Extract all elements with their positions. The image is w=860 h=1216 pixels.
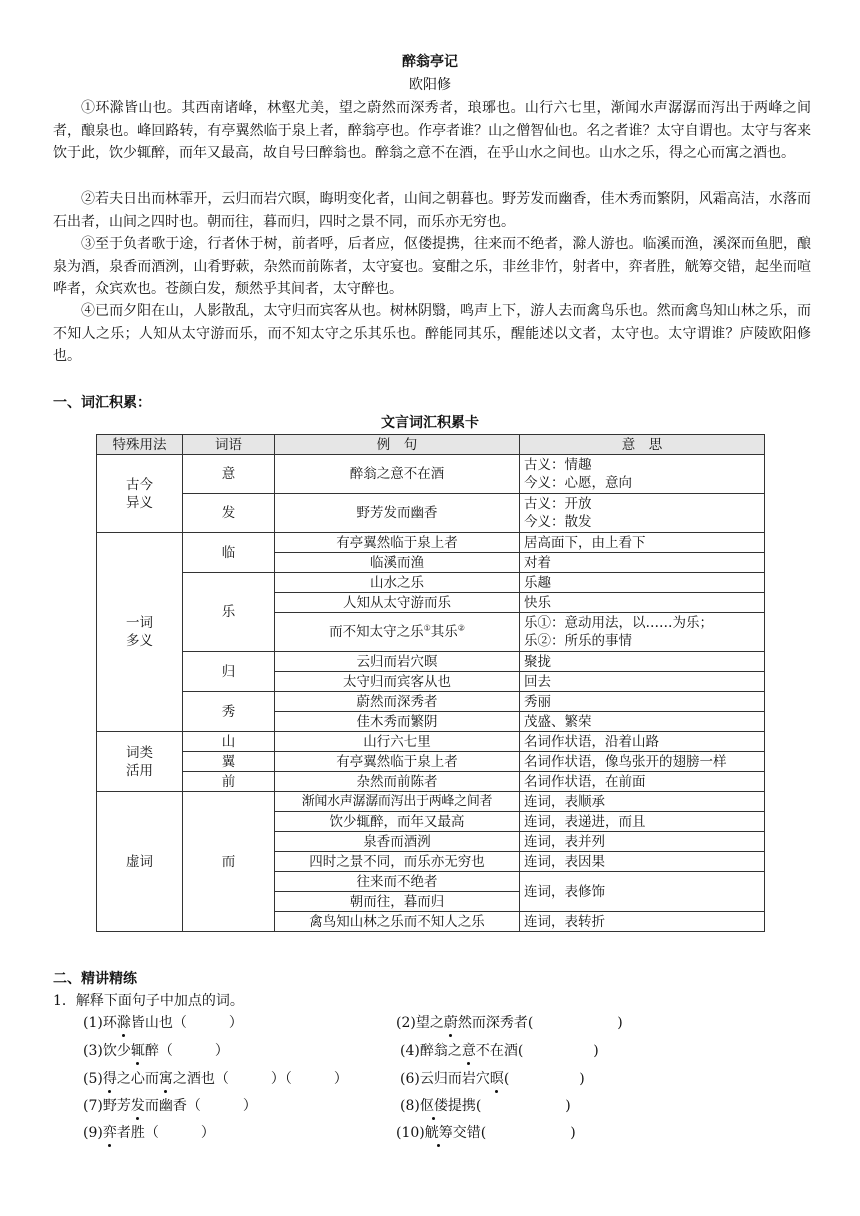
meaning-cell [520,455,765,494]
word-cell: 翼 [183,752,275,772]
table-row [97,573,765,593]
question-item-4 [400,1042,599,1060]
dotted-word: 得 [102,1071,117,1087]
header-example: 例 句 [275,435,520,455]
example-cell: 太守归而宾客从也 [275,672,520,692]
dotted-word: 意 [461,1043,476,1059]
meaning-cell: 聚拢 [520,652,765,672]
question-item-1 [83,1014,243,1032]
word-cell: 意 [183,455,275,494]
example-cell: 人知从太守游而乐 [275,593,520,613]
meaning-cell: 对着 [520,553,765,573]
table-row [97,533,765,553]
word-cell: 归 [183,652,275,692]
dotted-word: 弈 [102,1125,117,1141]
meaning-cell: 名词作状语，像鸟张开的翅膀一样 [520,752,765,772]
example-cell: 山水之乐 [275,573,520,593]
example-part: 而不知太守之乐 [329,624,424,640]
question-text: (4)醉翁之 [400,1043,462,1059]
vocab-card-title: 文言词汇积累卡 [381,415,479,431]
meaning-cell: 名词作状语，沿着山路 [520,732,765,752]
meaning-cell: 茂盛、繁荣 [520,712,765,732]
dotted-word: 暝 [489,1071,504,1087]
question-item-9 [83,1124,215,1142]
question-text: (7)野芳 [83,1098,131,1114]
header-word: 词语 [183,435,275,455]
question-text: 提携( ) [447,1098,571,1114]
superscript-1: ① [423,623,431,633]
question-text: ( ) [503,1071,585,1087]
paragraph-3: ③至于负者歌于途，行者休于树，前者呼，后者应，伛偻提携，往来而不绝者，滁人游也。临溪而渔，溪深而鱼肥，酿泉为酒，泉香而酒洌，山肴野蔌，杂然而前陈者，太守宴也。宴酣之乐，非丝非竹，射者中，弈者胜，觥筹交错，起坐而喧哗者，众宾欢也。苍颜白发，颓然乎其间者，太守醉也。 [53,236,811,297]
word-cell: 临 [183,533,275,573]
example-cell: 往来而不绝者 [275,872,520,892]
question-item-3 [83,1042,229,1060]
meaning-cell: 居高面下，由上看下 [520,533,765,553]
table-row [97,752,765,772]
table-row [97,494,765,533]
table-row [97,652,765,672]
table-row [97,692,765,712]
question-text: 然而深秀者( ) [457,1015,623,1031]
question-text: 而幽香（ ） [144,1098,257,1114]
question-item-10 [396,1124,576,1142]
word-cell: 发 [183,494,275,533]
example-cell: 醉翁之意不在酒 [275,455,520,494]
question-1-instruction: 1．解释下面句子中加点的词。 [53,993,244,1009]
paragraph-4: ④已而夕阳在山，人影散乱，太守归而宾客从也。树林阴翳，鸣声上下，游人去而禽鸟乐也。然而禽鸟知山林之乐，而不知人之乐；人知从太守游而乐，而不知太守之乐其乐也。醉能同其乐，醒能述以文者，太守也。太守谓谁？庐陵欧阳修也。 [53,303,811,364]
question-item-8 [400,1097,571,1115]
page-title: 醉翁亭记 [402,54,458,70]
question-text: 者胜（ ） [116,1125,215,1141]
example-cell [275,613,520,652]
example-cell: 临溪而渔 [275,553,520,573]
meaning-cell: 连词，表顺承 [520,792,765,812]
dotted-word: 发 [130,1098,145,1114]
example-cell: 佳木秀而繁阴 [275,712,520,732]
question-text: (9) [83,1125,103,1141]
example-cell: 山行六七里 [275,732,520,752]
example-cell: 禽鸟知山林之乐而不知人之乐 [275,912,520,932]
meaning-cell: 乐趣 [520,573,765,593]
question-text: (5) [83,1071,103,1087]
category-cell: 一词 多义 [97,533,183,732]
meaning-cell: 回去 [520,672,765,692]
dotted-word: 觥筹 [424,1125,453,1141]
paragraph-1: ①环滁皆山也。其西南诸峰，林壑尤美，望之蔚然而深秀者，琅琊也。山行六七里，渐闻水声潺潺而泻出于两峰之间者，酿泉也。峰回路转，有亭翼然临于泉上者，醉翁亭也。作亭者谁？山之僧智仙也。名之者谁？太守自谓也。太守与客来饮于此，饮少辄醉，而年又最高，故自号曰醉翁也。醉翁之意不在酒，在乎山水之间也。山水之乐，得之心而寓之酒也。 [53,100,811,161]
table-row [97,732,765,752]
question-text: 皆山也（ ） [130,1015,243,1031]
question-text: 不在酒( ) [475,1043,599,1059]
header-usage: 特殊用法 [97,435,183,455]
meaning-line: 今义：散发 [524,514,592,530]
table-row [97,792,765,812]
category-cell: 虚词 [97,792,183,932]
question-text: (6)云归而岩穴 [400,1071,490,1087]
example-cell: 渐闻水声潺潺而泻出于两峰之间者 [275,792,520,812]
word-cell: 而 [183,792,275,932]
section-heading-practice: 二、精讲精练 [53,971,137,987]
question-text: 交错( ) [452,1125,576,1141]
section-heading-vocabulary: 一、词汇积累： [53,395,151,411]
paragraph-2: ②若夫日出而林霏开，云归而岩穴暝，晦明变化者，山间之朝暮也。野芳发而幽香，佳木秀而繁阴，风霜高洁，水落而石出者，山间之四时也。朝而往，暮而归，四时之景不同，而乐亦无穷也。 [53,191,811,230]
category-cell: 古今 异义 [97,455,183,533]
superscript-2: ② [457,623,465,633]
question-item-6 [400,1070,585,1088]
example-cell: 野芳发而幽香 [275,494,520,533]
dotted-word: 蔚 [443,1015,458,1031]
example-cell: 杂然而前陈者 [275,772,520,792]
word-cell: 山 [183,732,275,752]
example-cell: 云归而岩穴暝 [275,652,520,672]
table-header-row [97,435,765,455]
question-text: 之酒也（ ）（ ） [172,1071,348,1087]
meaning-cell: 连词，表因果 [520,852,765,872]
dotted-word: 寓 [158,1071,173,1087]
author: 欧阳修 [409,77,451,93]
meaning-cell: 连词，表并列 [520,832,765,852]
question-text: (8) [400,1098,420,1114]
meaning-line: 乐②：所乐的事情 [524,633,632,649]
meaning-cell: 连词，表递进，而且 [520,812,765,832]
example-cell: 有亭翼然临于泉上者 [275,533,520,553]
meaning-line: 今义：心愿，意向 [524,475,632,491]
word-cell: 乐 [183,573,275,652]
word-cell: 秀 [183,692,275,732]
word-cell: 前 [183,772,275,792]
question-text: 醉（ ） [144,1043,229,1059]
meaning-line: 乐①：意动用法，以……为乐； [524,615,713,631]
example-cell: 泉香而酒洌 [275,832,520,852]
table-row [97,772,765,792]
example-cell: 蔚然而深秀者 [275,692,520,712]
question-item-7 [83,1097,257,1115]
dotted-word: 滁 [116,1015,131,1031]
meaning-cell [520,494,765,533]
meaning-cell: 名词作状语，在前面 [520,772,765,792]
example-part: 其乐 [430,624,458,640]
question-item-2 [396,1014,623,1032]
question-text: (2)望之 [396,1015,444,1031]
meaning-cell: 快乐 [520,593,765,613]
question-text: 之心而 [116,1071,159,1087]
meaning-cell [520,613,765,652]
header-meaning: 意 思 [520,435,765,455]
meaning-line: 古义：开放 [524,496,592,512]
question-item-5 [83,1070,348,1088]
dotted-word: 辄 [130,1043,145,1059]
meaning-cell: 秀丽 [520,692,765,712]
example-cell: 四时之景不同，而乐亦无穷也 [275,852,520,872]
meaning-cell: 连词，表修饰 [520,872,765,912]
example-cell: 有亭翼然临于泉上者 [275,752,520,772]
question-text: (10) [396,1125,425,1141]
dotted-word: 伛偻 [419,1098,448,1114]
example-cell: 饮少辄醉，而年又最高 [275,812,520,832]
meaning-line: 古义：情趣 [524,457,592,473]
table-row [97,455,765,494]
example-cell: 朝而往，暮而归 [275,892,520,912]
category-cell: 词类 活用 [97,732,183,792]
question-text: (3)饮少 [83,1043,131,1059]
question-text: (1)环 [83,1015,117,1031]
vocab-table [96,434,765,932]
meaning-cell: 连词，表转折 [520,912,765,932]
